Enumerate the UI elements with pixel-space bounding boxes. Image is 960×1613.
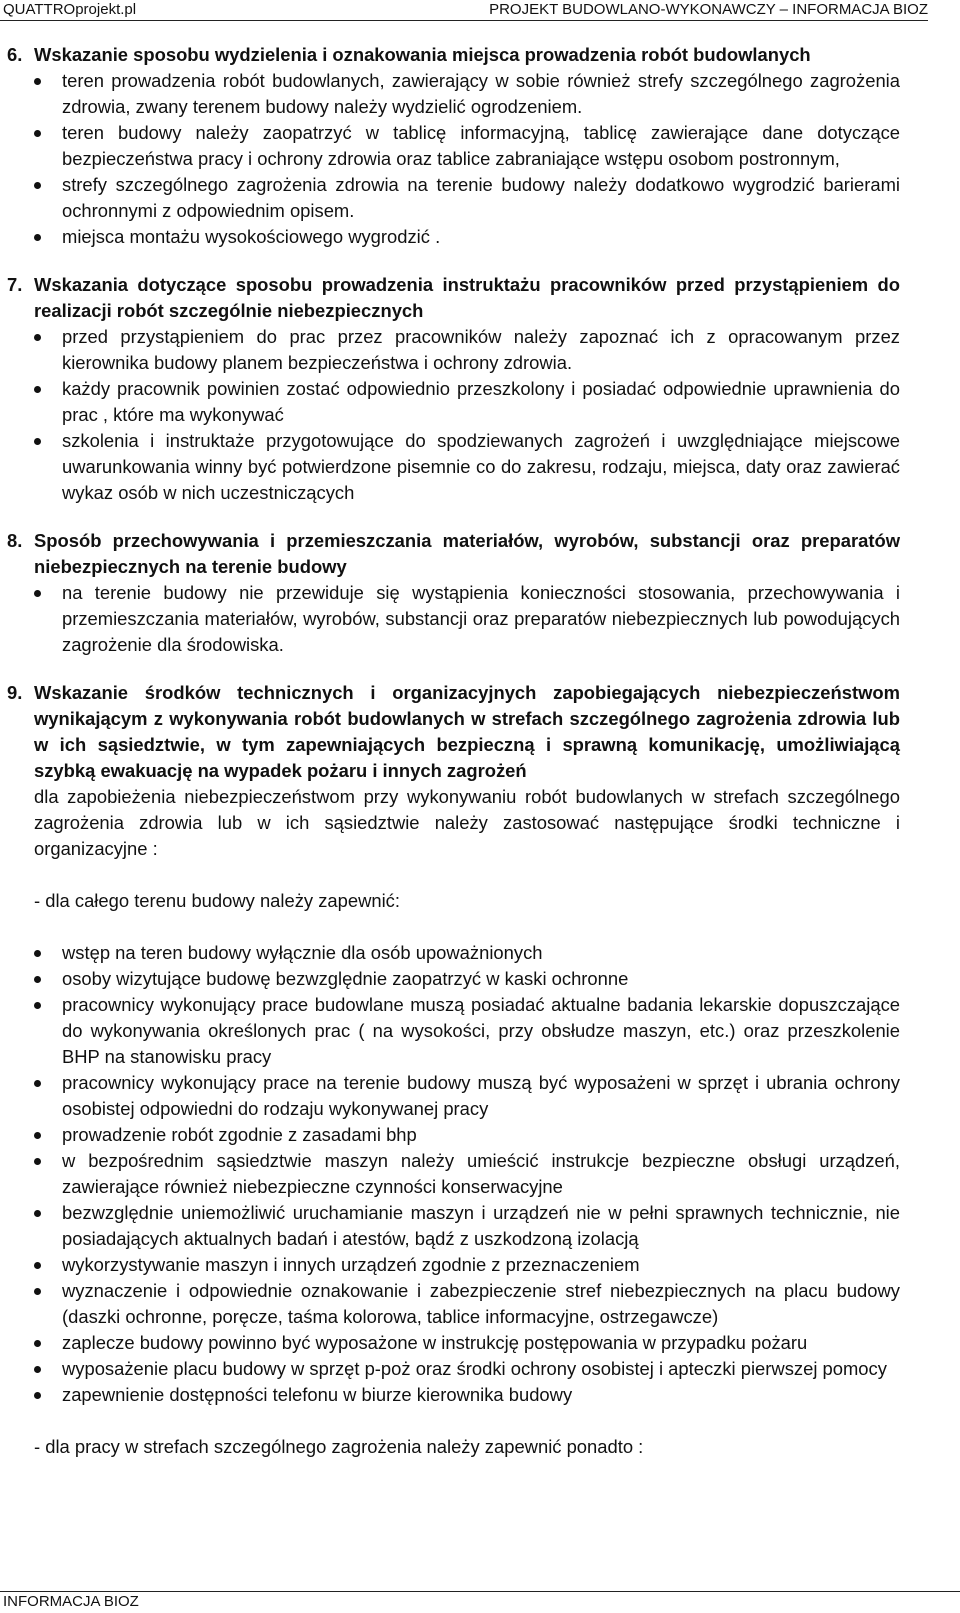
subheading: - dla pracy w strefach szczególnego zagrożenia należy zapewnić ponadto :: [34, 1436, 644, 1457]
bullet-list: [34, 68, 900, 250]
list-item: [34, 966, 900, 992]
list-item: [34, 940, 900, 966]
list-item: [34, 1356, 900, 1382]
list-item-text: miejsca montażu wysokościowego wygrodzić .: [62, 226, 441, 247]
bullet-icon: [34, 1392, 41, 1399]
bullet-icon: [34, 438, 41, 445]
bullet-icon: [34, 334, 41, 341]
bullet-icon: [34, 976, 41, 983]
list-item-text: teren prowadzenia robót budowlanych, zawierający w sobie również strefy szczególnego zagrożenia zdrowia, zwany terenem budowy należy wydzielić ogrodzeniem.: [62, 70, 900, 117]
list-item-text: zapewnienie dostępności telefonu w biurze kierownika budowy: [62, 1384, 573, 1405]
bullet-icon: [34, 1080, 41, 1087]
bullet-icon: [34, 1210, 41, 1217]
footer-label: INFORMACJA BIOZ: [3, 1593, 139, 1610]
section-title: [7, 272, 900, 324]
list-item: [34, 68, 900, 120]
spacer: [34, 862, 900, 888]
list-item: [34, 1070, 900, 1122]
bullet-icon: [34, 1288, 41, 1295]
section-6: [7, 42, 900, 250]
list-item: [34, 224, 900, 250]
bullet-icon: [34, 1340, 41, 1347]
section-title-text: Wskazanie sposobu wydzielenia i oznakowania miejsca prowadzenia robót budowlanych: [34, 44, 811, 65]
bullet-icon: [34, 1132, 41, 1139]
list-item-text: wykorzystywanie maszyn i innych urządzeń zgodnie z przeznaczeniem: [62, 1254, 640, 1275]
list-item-text: teren budowy należy zaopatrzyć w tablicę informacyjną, tablicę zawierające dane dotyczące bezpieczeństwa pracy i ochrony zdrowia oraz tablice zabraniające wstępu osobom postronnym,: [62, 122, 900, 169]
section-8: [7, 528, 900, 658]
section-number: 6.: [7, 44, 23, 65]
list-item: [34, 1382, 900, 1408]
list-item: [34, 992, 900, 1070]
list-item: [34, 1148, 900, 1200]
list-item-text: wstęp na teren budowy wyłącznie dla osób upoważnionych: [62, 942, 543, 963]
page-footer: [0, 1591, 960, 1610]
bullet-list: [34, 580, 900, 658]
list-item-text: zaplecze budowy powinno być wyposażone w instrukcję postępowania w przypadku pożaru: [62, 1332, 808, 1353]
list-item-text: przed przystąpieniem do prac przez pracowników należy zapoznać ich z opracowanym przez kierownika budowy planem bezpieczeństwa i ochrony zdrowia.: [62, 326, 900, 373]
bullet-icon: [34, 590, 41, 597]
bullet-icon: [34, 386, 41, 393]
section-number: 8.: [7, 530, 23, 551]
section-9: [7, 680, 900, 1460]
section-7: [7, 272, 900, 506]
bullet-list: [34, 324, 900, 506]
section-title-text: Sposób przechowywania i przemieszczania materiałów, wyrobów, substancji oraz preparatów niebezpiecznych na terenie budowy: [34, 530, 900, 577]
list-item: [34, 376, 900, 428]
list-item: [34, 1122, 900, 1148]
list-item: [34, 580, 900, 658]
header-left-text: QUATTROprojekt.pl: [3, 1, 137, 18]
list-item: [34, 324, 900, 376]
subheading: - dla całego terenu budowy należy zapewnić:: [34, 890, 400, 911]
list-item: [34, 172, 900, 224]
bullet-icon: [34, 1262, 41, 1269]
list-item-text: strefy szczególnego zagrożenia zdrowia na terenie budowy należy dodatkowo wygrodzić barierami ochronnymi z odpowiednim opisem.: [62, 174, 900, 221]
section-title: [7, 42, 900, 68]
section-title: [7, 528, 900, 580]
list-item-text: osoby wizytujące budowę bezwzględnie zaopatrzyć w kaski ochronne: [62, 968, 629, 989]
bullet-icon: [34, 130, 41, 137]
bullet-icon: [34, 182, 41, 189]
spacer: [34, 914, 900, 940]
document-content: [7, 42, 900, 1482]
bullet-icon: [34, 1002, 41, 1009]
list-item-text: wyznaczenie i odpowiednie oznakowanie i zabezpieczenie stref niebezpiecznych na placu budowy (daszki ochronne, poręcze, taśma kolorowa, tablice informacyjne, ostrzegawcze): [62, 1280, 900, 1327]
list-item-text: każdy pracownik powinien zostać odpowiednio przeszkolony i posiadać odpowiednie uprawnienia do prac , które ma wykonywać: [62, 378, 900, 425]
spacer: [34, 1408, 900, 1434]
section-title-text: Wskazania dotyczące sposobu prowadzenia instruktażu pracowników przed przystąpieniem do realizacji robót szczególnie niebezpiecznych: [34, 274, 900, 321]
list-item: [34, 428, 900, 506]
bullet-icon: [34, 950, 41, 957]
bullet-icon: [34, 78, 41, 85]
list-item-text: szkolenia i instruktaże przygotowujące do spodziewanych zagrożeń i uwzględniające miejscowe uwarunkowania winny być potwierdzone pisemnie co do zakresu, rodzaju, miejsca, daty oraz zawierać wykaz osób w nich uczestniczących: [62, 430, 900, 503]
bullet-icon: [34, 1366, 41, 1373]
page-header: [0, 0, 928, 21]
bullet-icon: [34, 1158, 41, 1165]
section-number: 9.: [7, 682, 23, 703]
section-intro: dla zapobieżenia niebezpieczeństwom przy wykonywaniu robót budowlanych w strefach szczególnego zagrożenia zdrowia lub w ich sąsiedztwie należy zastosować następujące środki techniczne i organizacyjne :: [34, 786, 900, 859]
list-item: [34, 1330, 900, 1356]
section-number: 7.: [7, 274, 23, 295]
section-title-text: Wskazanie środków technicznych i organizacyjnych zapobiegających niebezpieczeństwom wynikającym z wykonywania robót budowlanych w strefach szczególnego zagrożenia zdrowia lub w ich sąsiedztwie, w tym zapewniających bezpieczną i sprawną komunikację, umożliwiającą szybką ewakuację na wypadek pożaru i innych zagrożeń: [34, 682, 900, 781]
list-item: [34, 120, 900, 172]
list-item-text: w bezpośrednim sąsiedztwie maszyn należy umieścić instrukcje bezpieczne obsługi urządzeń, zawierające również niebezpieczne czynności konserwacyjne: [62, 1150, 900, 1197]
bullet-icon: [34, 234, 41, 241]
list-item-text: pracownicy wykonujący prace budowlane muszą posiadać aktualne badania lekarskie dopuszczające do wykonywania określonych prac ( na wysokości, przy obsłudze maszyn, etc.) oraz przeszkolenie BHP na stanowisku pracy: [62, 994, 900, 1067]
header-right-text: PROJEKT BUDOWLANO-WYKONAWCZY – INFORMACJA BIOZ: [489, 1, 928, 18]
list-item: [34, 1278, 900, 1330]
bullet-list: [34, 940, 900, 1408]
list-item-text: pracownicy wykonujący prace na terenie budowy muszą być wyposażeni w sprzęt i ubrania ochrony osobistej odpowiedni do rodzaju wykonywanej pracy: [62, 1072, 900, 1119]
list-item-text: prowadzenie robót zgodnie z zasadami bhp: [62, 1124, 417, 1145]
list-item-text: na terenie budowy nie przewiduje się wystąpienia konieczności stosowania, przechowywania i przemieszczania materiałów, wyrobów, substancji oraz preparatów niebezpiecznych lub powodujących zagrożenie dla środowiska.: [62, 582, 900, 655]
list-item-text: bezwzględnie uniemożliwić uruchamianie maszyn i urządzeń nie w pełni sprawnych technicznie, nie posiadających aktualnych badań i atestów, bądź z uszkodzoną izolacją: [62, 1202, 900, 1249]
list-item: [34, 1252, 900, 1278]
list-item: [34, 1200, 900, 1252]
list-item-text: wyposażenie placu budowy w sprzęt p-poż oraz środki ochrony osobistej i apteczki pierwszej pomocy: [62, 1358, 887, 1379]
section-title: [7, 680, 900, 784]
